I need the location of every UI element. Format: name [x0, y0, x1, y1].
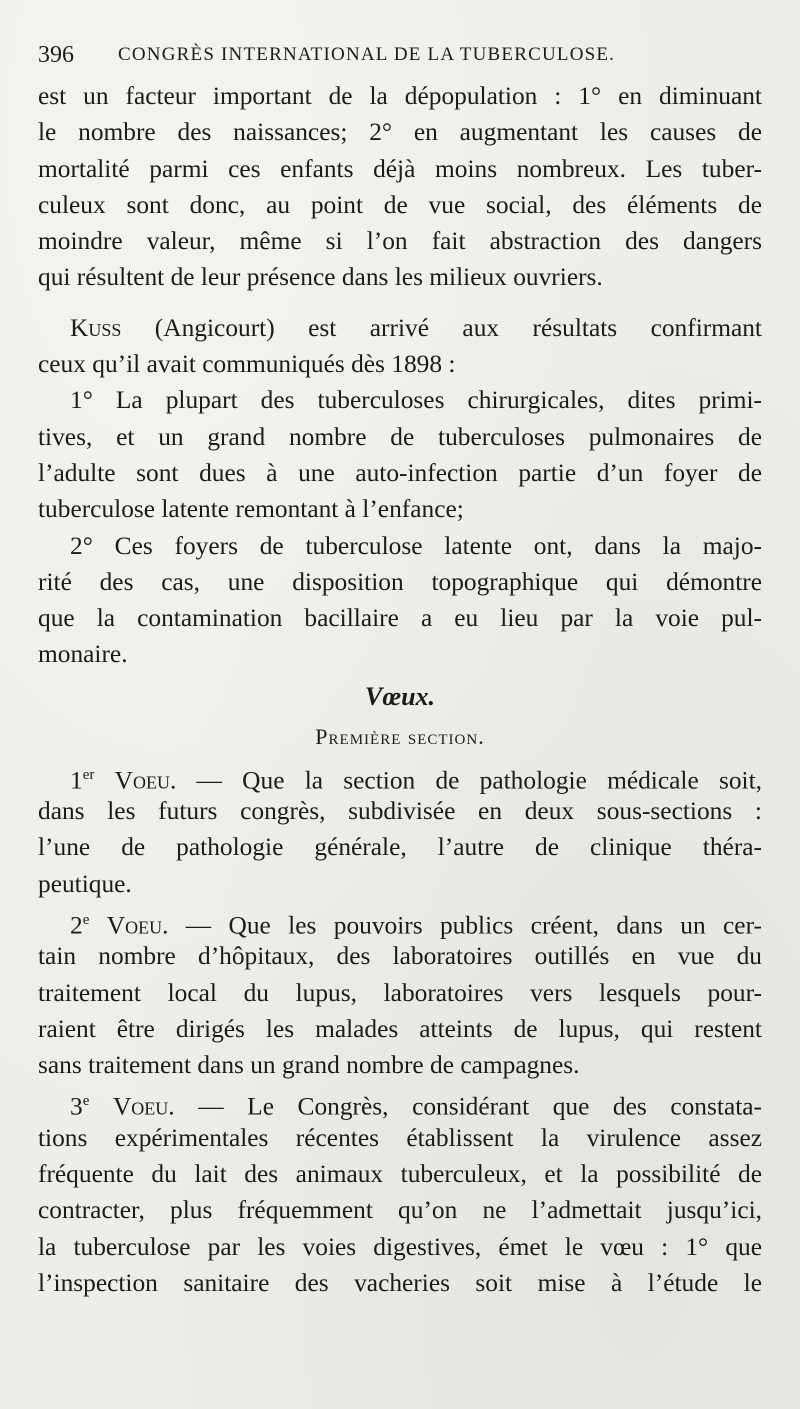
voeu-number: 1: [70, 766, 83, 795]
text-fragment: — Le Congrès, considérant que des constata-: [174, 1092, 762, 1121]
text-line: tions expérimentales récentes établissent la virulence assez: [38, 1123, 762, 1152]
voeu-number: 3: [70, 1092, 83, 1121]
heading-premiere-section: Première section.: [315, 723, 485, 749]
paragraph-point-2: [38, 528, 762, 673]
text-line: le nombre des naissances; 2° en augmentant les causes de: [38, 118, 762, 147]
text-line: [38, 757, 762, 793]
text-line: qui résultent de leur présence dans les milieux ouvriers.: [38, 263, 603, 292]
running-title: CONGRÈS INTERNATIONAL DE LA TUBERCULOSE.: [118, 44, 616, 65]
text-line: l’inspection sanitaire des vacheries soit mise à l’étude le: [38, 1268, 762, 1297]
text-line: [38, 1083, 762, 1119]
voeu-ordinal: e: [82, 911, 90, 928]
text-line: fréquente du lait des animaux tuberculeux, et la possibilité de: [38, 1160, 762, 1189]
voeu-label: Voeu.: [114, 766, 177, 795]
author-name: Kuss: [70, 313, 122, 342]
text-line: ceux qu’il avait communiqués dès 1898 :: [38, 350, 456, 379]
text-line: [38, 310, 762, 346]
text-line: 2° Ces foyers de tuberculose latente ont, dans la majo-: [70, 531, 762, 560]
text-line: tuberculose latente remontant à l’enfance;: [38, 495, 464, 524]
text-line: mortalité parmi ces enfants déjà moins nombreux. Les tuber-: [38, 154, 762, 183]
page-number: 396: [38, 42, 74, 68]
text-line: l’adulte sont dues à une auto-infection partie d’un foyer de: [38, 458, 762, 487]
text-line: tives, et un grand nombre de tuberculoses pulmonaires de: [38, 422, 762, 451]
text-line: moindre valeur, même si l’on fait abstraction des dangers: [38, 227, 762, 256]
text-line: traitement local du lupus, laboratoires vers lesquels pour-: [38, 978, 762, 1007]
text-line: la tuberculose par les voies digestives, émet le vœu : 1° que: [38, 1232, 762, 1261]
voeu-1: [38, 757, 762, 902]
heading-voeux: Vœux.: [364, 681, 436, 711]
text-line: l’une de pathologie générale, l’autre de clinique théra-: [38, 833, 762, 862]
text-line: culeux sont donc, au point de vue social, des éléments de: [38, 190, 762, 219]
paragraph-point-1: [38, 382, 762, 527]
text-line: 1° La plupart des tuberculoses chirurgicales, dites primi-: [70, 386, 762, 415]
text-fragment: — Que les pouvoirs publics créent, dans un cer-: [168, 911, 762, 940]
text-line: [38, 902, 762, 938]
text-line: sans traitement dans un grand nombre de campagnes.: [38, 1051, 580, 1080]
page-body: [38, 78, 762, 1301]
text-line: tain nombre d’hôpitaux, des laboratoires outillés en vue du: [38, 942, 762, 971]
text-line: rité des cas, une disposition topographique qui démontre: [38, 567, 762, 596]
voeu-label: Voeu.: [112, 1092, 175, 1121]
voeu-number: 2: [70, 911, 83, 940]
text-line: est un facteur important de la dépopulation : 1° en diminuant: [38, 82, 762, 110]
voeu-3: [38, 1083, 762, 1301]
voeu-label: Voeu.: [106, 911, 169, 940]
text-line: raient être dirigés les malades atteints de lupus, qui restent: [38, 1014, 762, 1043]
text-fragment: — Que la section de pathologie médicale soit,: [176, 766, 762, 795]
text-line: contracter, plus fréquemment qu’on ne l’admettait jusqu’ici,: [38, 1196, 762, 1225]
voeu-2: [38, 902, 762, 1083]
voeu-ordinal: er: [82, 766, 95, 783]
paragraph-kuss: [38, 310, 762, 383]
paragraph-depopulation: [38, 78, 762, 296]
text-line: dans les futurs congrès, subdivisée en deux sous-sections :: [38, 797, 762, 826]
text-line: monaire.: [38, 640, 128, 669]
text-line: peutique.: [38, 869, 132, 898]
voeu-ordinal: e: [82, 1093, 90, 1110]
page-header: [38, 38, 762, 72]
text-fragment: (Angicourt) est arrivé aux résultats confirmant: [121, 313, 762, 342]
text-line: que la contamination bacillaire a eu lieu par la voie pul-: [38, 604, 762, 633]
